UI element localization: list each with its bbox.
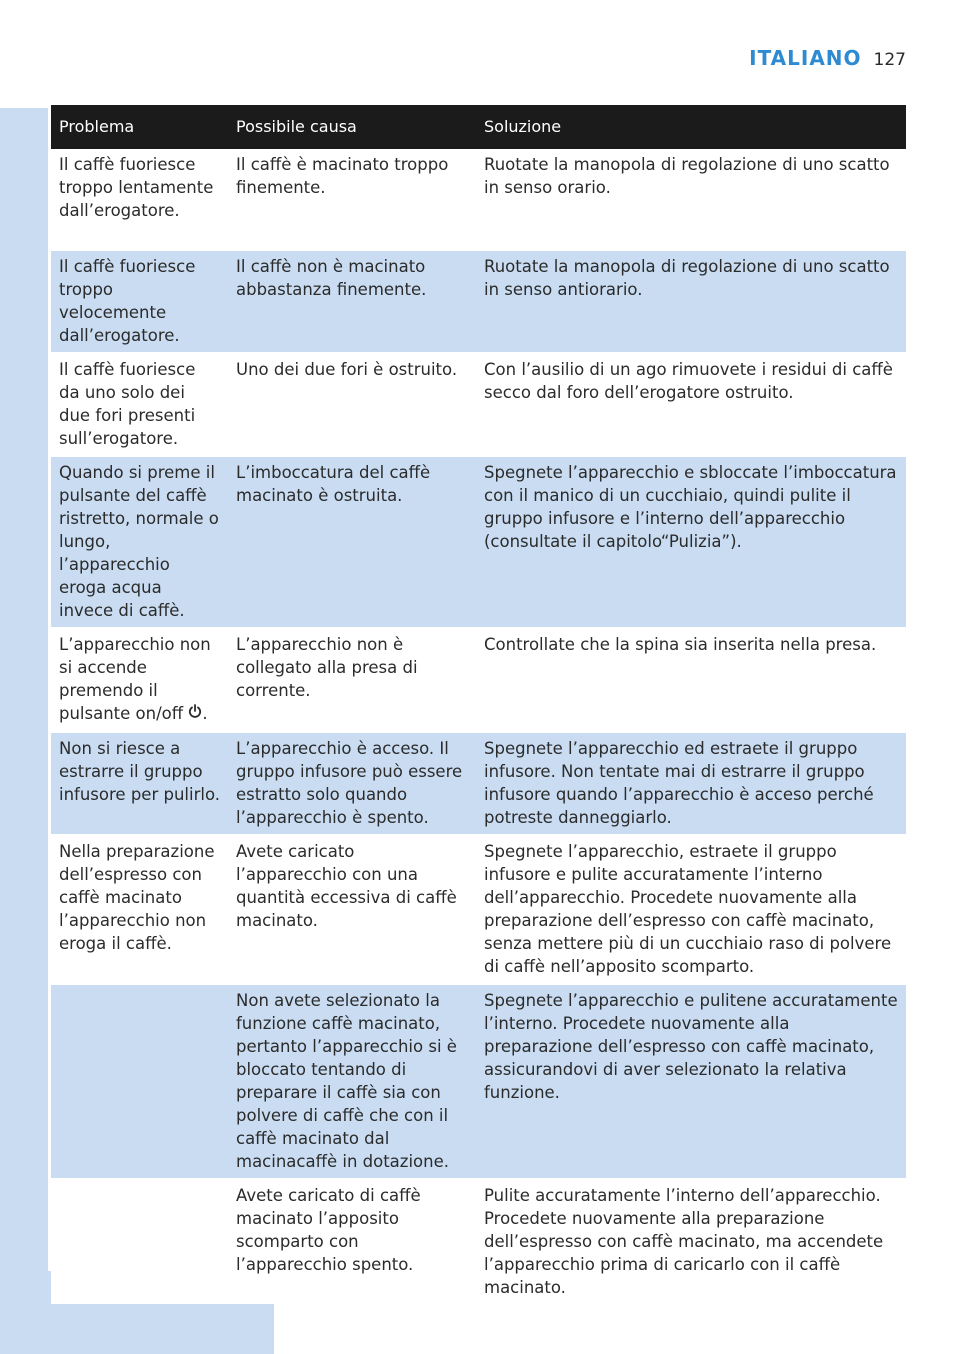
problem-suffix: . xyxy=(202,704,208,723)
column-header-problem: Problema xyxy=(51,105,228,148)
solution-cell: Controllate che la spina sia inserita nella presa. xyxy=(476,628,906,732)
power-icon xyxy=(188,703,202,726)
problem-cell: Non si riesce a estrarre il gruppo infusore per pulirlo. xyxy=(51,732,228,835)
cause-cell: Uno dei due fori è ostruito. xyxy=(228,353,476,456)
troubleshooting-table xyxy=(51,105,906,1304)
table-row xyxy=(51,148,906,250)
problem-cell xyxy=(51,1179,228,1304)
page-header xyxy=(749,46,906,70)
solution-cell: Ruotate la manopola di regolazione di uno scatto in senso orario. xyxy=(476,148,906,250)
cause-cell: Non avete selezionato la funzione caffè macinato, pertanto l’apparecchio si è bloccato tentando di preparare il caffè sia con polvere di caffè che con il caffè macinato dal macinacaffè in dotazione. xyxy=(228,984,476,1179)
problem-cell: Il caffè fuoriesce troppo velocemente dall’erogatore. xyxy=(51,250,228,353)
table-row xyxy=(51,984,906,1179)
problem-cell: Il caffè fuoriesce da uno solo dei due fori presenti sull’erogatore. xyxy=(51,353,228,456)
cause-cell: L’apparecchio non è collegato alla presa di corrente. xyxy=(228,628,476,732)
solution-cell: Spegnete l’apparecchio e pulitene accuratamente l’interno. Procedete nuovamente alla preparazione dell’espresso con caffè macinato, assicurandovi di aver selezionato la relativa funzione. xyxy=(476,984,906,1179)
table-row xyxy=(51,835,906,984)
problem-cell xyxy=(51,984,228,1179)
problem-cell: Il caffè fuoriesce troppo lentamente dall’erogatore. xyxy=(51,148,228,250)
problem-text: L’apparecchio non si accende premendo il pulsante on/off xyxy=(59,635,211,723)
language-label: ITALIANO xyxy=(749,46,862,70)
solution-cell: Ruotate la manopola di regolazione di uno scatto in senso antiorario. xyxy=(476,250,906,353)
table-header-row xyxy=(51,105,906,148)
cause-cell: Il caffè è macinato troppo finemente. xyxy=(228,148,476,250)
problem-cell: Nella preparazione dell’espresso con caffè macinato l’apparecchio non eroga il caffè. xyxy=(51,835,228,984)
table-row xyxy=(51,1179,906,1304)
solution-cell: Pulite accuratamente l’interno dell’apparecchio. Procedete nuovamente alla preparazione dell’espresso con caffè macinato, ma accendete l’apparecchio prima di caricarlo con il caffè macinato. xyxy=(476,1179,906,1304)
cause-cell: L’imboccatura del caffè macinato è ostruita. xyxy=(228,456,476,628)
cause-cell: Il caffè non è macinato abbastanza finemente. xyxy=(228,250,476,353)
column-header-cause: Possibile causa xyxy=(228,105,476,148)
solution-cell: Spegnete l’apparecchio ed estraete il gruppo infusore. Non tentate mai di estrarre il gruppo infusore quando l’apparecchio è acceso perché potreste danneggiarlo. xyxy=(476,732,906,835)
table-row xyxy=(51,628,906,732)
cause-cell: L’apparecchio è acceso. Il gruppo infusore può essere estratto solo quando l’apparecchio è spento. xyxy=(228,732,476,835)
cause-cell: Avete caricato di caffè macinato l’apposito scomparto con l’apparecchio spento. xyxy=(228,1179,476,1304)
problem-cell: Quando si preme il pulsante del caffè ristretto, normale o lungo, l’apparecchio eroga acqua invece di caffè. xyxy=(51,456,228,628)
side-color-band xyxy=(0,108,48,1354)
problem-cell xyxy=(51,628,228,732)
solution-cell: Spegnete l’apparecchio e sbloccate l’imboccatura con il manico di un cucchiaio, quindi pulite il gruppo infusore e l’interno dell’apparecchio (consultate il capitolo“Pulizia”). xyxy=(476,456,906,628)
table-row xyxy=(51,456,906,628)
table-row xyxy=(51,353,906,456)
cause-cell: Avete caricato l’apparecchio con una quantità eccessiva di caffè macinato. xyxy=(228,835,476,984)
solution-cell: Con l’ausilio di un ago rimuovete i residui di caffè secco dal foro dell’erogatore ostruito. xyxy=(476,353,906,456)
table-row xyxy=(51,732,906,835)
solution-cell: Spegnete l’apparecchio, estraete il gruppo infusore e pulite accuratamente l’interno dell’apparecchio. Procedete nuovamente alla preparazione dell’espresso con caffè macinato, senza mettere più di un cucchiaio raso di polvere di caffè nell’apposito scomparto. xyxy=(476,835,906,984)
column-header-solution: Soluzione xyxy=(476,105,906,148)
page-number: 127 xyxy=(873,50,906,70)
table-row xyxy=(51,250,906,353)
